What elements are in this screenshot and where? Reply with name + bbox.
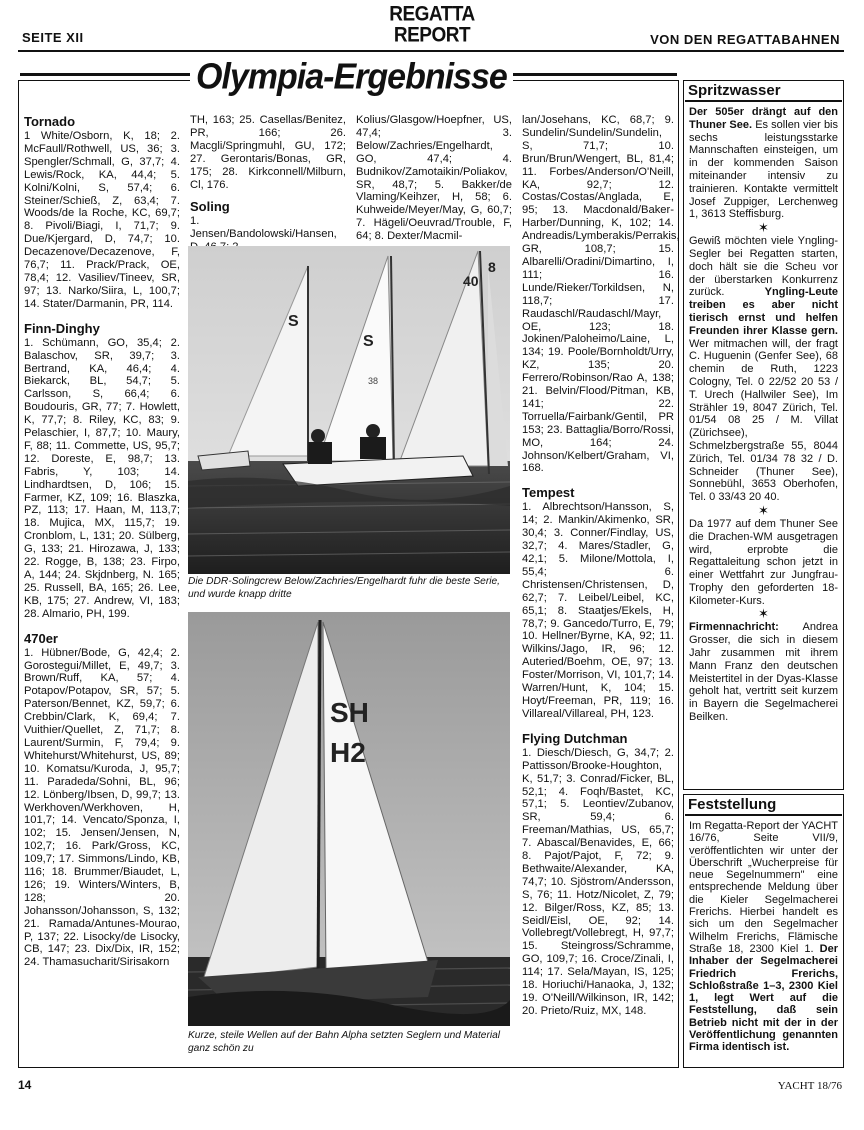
results-470er: 1. Hübner/Bode, G, 42,4; 2. Gorostegui/Millet, E, 49,7; 3. Brown/Ruff, KA, 57; 4. Potapov/Potapov, SR, 57; 5. Paterson/Bennet, KZ, 59,7; 6. Crebbin/Clark, K, 69,4; 7. Vuithier/Quellet, Z, 71,7; 8. Laurent/Surmin, F, 79,4; 9. Whitehurst/Whitehurst, US, 89; 10. Komatsu/Kuroda, J, 95,7; 11. Paradeda/Sohni, BL, 96; 12. Lönberg/Ibsen, D, 99,7; 13. Werkhoven/Werkhoven, H, 101,7; 14. Vencato/Sponza, I, 102; 15. Jensen/Jensen, N, 102,7; 16. Park/Gross, KC, 109,7; 17. Simmons/Lindo, KB, 116; 18. Brummer/Biaudet, L, 126; 19. Winters/Winters, B, 128; 20. Johansson/Johansson, S, 132; 21. Ramada/Antunes-Mourao, P, 137; 22. Lisocky/de Lisocky, CB, 147; 23. Dix/Dix, IR, 152; 24. Thamasucharit/Sirisakorn [24, 646, 180, 969]
feststellung-box [685, 796, 842, 1054]
results-column-3 [356, 114, 512, 243]
title-rule-right [506, 73, 677, 76]
sail-mark: 40 [463, 273, 479, 289]
section-label: VON DEN REGATTABAHNEN [650, 32, 840, 47]
feststellung-text: Im Regatta-Report der YACHT 16/76, Seite VII/9, veröffentlichten wir unter der Überschrift „Wucherpreise für neue Segelnummern" eine entsprechende Meldung über die Kieler Segelmacherei Frerichs. Hierbei handelt es sich um den Segelmacher Wilhelm Frerichs, Flämische Straße 18, 2300 Kiel 1. Der Inhaber der Segelmacherei Friedrich Frerichs, Schloßstraße 1–3, 2300 Kiel 1, legt Wert auf die Feststellung, daß sein Betrieb nicht mit der in der Veröffentlichung genannten Firma identisch ist. [689, 820, 838, 1054]
results-column-2 [190, 114, 346, 254]
heading-flying-dutchman: Flying Dutchman [522, 730, 628, 746]
caption-photo-1: Die DDR-Solingcrew Below/Zachries/Engelhardt fuhr die beste Serie, und wurde knapp dritte [188, 576, 500, 600]
results-soling-continued: lan/Josehans, KC, 68,7; 9. Sundelin/Sundelin/Sundelin, S, 71,7; 10. Brun/Brun/Wengert, BL, 81,4; 11. Forbes/Anderson/O'Neill, KA, 92,7; 12. Costas/Costas/Anglada, E, 95; 13. Macdonald/Baker-Harber/Dunning, K, 102; 14. Andreadis/Lymberakis/Perrakis, GR, 108,7; 15. Albarelli/Oradini/Dimartino, I, 111; 16. Lunde/Rieker/Torkildsen, N, 118,7; 17. Raudaschl/Raudaschl/Mayr, OE, 123; 18. Jokinen/Paloheimo/Laine, L, 134; 19. Poole/Bornholdt/Urry, KZ, 135; 20. Ferrero/Robinson/Rao A, 138; 21. Belvin/Flood/Pitman, KB, 141; 22. Torruella/Fairbank/Gentil, PR 153; 23. Battaglia/Borro/Rossi, MO, 164; 24. Johnson/Kelbert/Graham, VI, 168. [522, 114, 680, 475]
heading-470er: 470er [24, 630, 58, 646]
spritzwasser-item-2: Gewiß möchten viele Yngling-Segler bei Regatten starten, doch hält sie die Scheu vor der überstarken Konkurrenz zurück. Yngling-Leute treiben es aber nicht tierisch ernst und helfen Freunden ihrer Klasse gern. Wer mitmachen will, der fragt C. Huguenin (Genfer See), 68 chemin de Ruth, 1223 Cologny, Tel. 0 22/52 20 53 / T. Urech (Hallwiler See), Im Strähler 19, 8047 Zürich, Tel. 01/54 08 25 / M. Villat (Zürichsee), Schmelzbergstraße 55, 8044 Zürich, Tel. 01/34 78 32 / D. Schneider (Thuner See), Sonnebühl, 3653 Oberhofen, Tel. 0 33/43 20 40. [689, 235, 838, 504]
spritzwasser-item-3: Da 1977 auf dem Thuner See die Drachen-WM ausgetragen wird, erprobte die Regattaleitung schon jetzt in einer Wettfahrt zur Jungfrau-Trophy den geforderten 18-Kilometer-Kurs. [689, 517, 838, 607]
star-divider-icon: ✶ [758, 606, 769, 622]
page-title: Olympia-Ergebnisse [190, 57, 513, 98]
caption-photo-2: Kurze, steile Wellen auf der Bahn Alpha setzten Seglern und Material ganz schön zu [188, 1030, 501, 1054]
spritzwasser-item-4: Firmennachricht: Andrea Grosser, die sich in diesem Jahr zusammen mit ihrem Mann Franz den deutschen Meistertitel in der Dyas-Klasse geholt hat, vertritt seit kurzem in Bayern die Segelmacherei Beilken. [689, 621, 838, 724]
sail-mark: S [363, 333, 374, 350]
regatta-report-logo: REGATTA REPORT [389, 3, 475, 47]
heading-tempest: Tempest [522, 485, 575, 501]
title-rule-left [20, 73, 190, 76]
sail-mark: 8 [488, 259, 496, 275]
results-470er-continued: TH, 163; 25. Casellas/Benitez, PR, 166; 26. Macgli/Springmuhl, GU, 172; 27. Gerontaris/Bonas, GR, 175; 28. Kirkconnell/Milburn, Cl, 176. [190, 114, 346, 191]
spritzwasser-box [685, 82, 842, 724]
page-label: SEITE XII [22, 30, 84, 45]
heading-tornado: Tornado [24, 114, 76, 129]
results-finn-dinghy: 1. Schümann, GO, 35,4; 2. Balaschov, SR, 39,7; 3. Bertrand, KA, 46,4; 4. Biekarck, BL, 54,7; 5. Carlsson, S, 66,4; 6. Boudouris, GR, 77; 7. Howlett, K, 77,7; 8. Riley, KC, 83; 9. Pelaschier, I, 87,7; 10. Maury, F, 88; 11. Commette, US, 95,7; 12. Doreste, E, 98,7; 13. Fabris, Y, 103; 14. Lindhardtsen, D, 106; 15. Farmer, KZ, 109; 16. Blaszka, PZ, 113; 17. Haan, M, 113,7; 18. Mujica, MX, 115,7; 19. Cronblom, L, 131; 20. Sülberg, G, 133; 21. Hirozawa, J, 133; 22. Rogge, B, 138; 23. Firpo, A, 144; 24. Skjdnberg, N. 165; 25. Russell, BA, 165; 26. Lee, KB, 175; 27. Andrew, VI, 183; 28. Almario, PH, 199. [24, 336, 180, 620]
results-flying-dutchman: 1. Diesch/Diesch, G, 34,7; 2. Pattisson/Brooke-Houghton, K, 51,7; 3. Conrad/Ficker, BL, 52,1; 4. Foqh/Bastet, KC, 57,1; 5. Leontiev/Zubanov, SR, 59,4; 6. Freeman/Mathias, US, 65,7; 7. Abascal/Benavides, E, 66; 8. Pajot/Pajot, F, 72; 9. Bethwaite/Alexander, KA, 74,7; 10. Sjöstrom/Andersson, S, 76; 11. Hotz/Nicolet, Z, 79; 12. Bilger/Ross, KZ, 85; 13. Seidl/Eisl, OE, 92; 14. Vollebregt/Vollebregt, H, 97,7; 15. Steingross/Schramme, GO, 109,7; 16. Croce/Zinali, I, 114; 17. Sela/Mayan, IS, 125; 18. Horiuchi/Hanaoka, J, 132; 19. O'Neill/Wilkinson, IR, 142; 20. Prieto/Ruiz, MX, 148. [522, 746, 674, 1017]
header-rule [18, 50, 844, 52]
heading-finn-dinghy: Finn-Dinghy [24, 320, 100, 336]
star-divider-icon: ✶ [758, 502, 769, 518]
results-column-1 [24, 114, 180, 969]
results-tempest: 1. Albrechtson/Hansson, S, 14; 2. Mankin/Akimenko, SR, 30,4; 3. Conner/Findlay, US, 32,7; 4. Mares/Stadler, G, 42,1; 5. Milone/Mottola, I, 55,4; 6. Christensen/Christensen, D, 62,7; 7. Leibel/Leibel, KC, 65,1; 8. Staatjes/Ekels, H, 78,7; 9. Gancedo/Turro, E, 79; 10. Hellner/Byrne, KA, 92; 11. Wilkins/Jago, IR, 96; 12. Auteried/Boehm, OE, 97; 13. Foster/Morrison, VI, 101,7; 14. Warren/Hunt, K, 104; 15. Hoyt/Freeman, PR, 119; 16. Villareal/Villareal, PH, 123. [522, 501, 674, 720]
page-number: 14 [18, 1078, 32, 1092]
results-soling: Kolius/Glasgow/Hoepfner, US, 47,4; 3. Below/Zachries/Engelhardt, GO, 47,4; 4. Budnikov/Zamotaikin/Poliakov, SR, 48,7; 5. Bakker/de Vlaming/Keihzer, H, 58; 6. Kuhweide/Meyer/May, G, 60,7; 7. Hägeli/Oeuvrad/Trouble, F, 64; 8. Dexter/Macmil- [356, 114, 512, 243]
sail-mark: S [288, 313, 299, 330]
heading-spritzwasser: Spritzwasser [685, 82, 842, 102]
sail-mark: SH [330, 697, 369, 728]
photo-soling-crew [188, 246, 510, 574]
star-divider-icon: ✶ [758, 220, 769, 236]
spritzwasser-item-1: Der 505er drängt auf den Thuner See. Es sollen vier bis sechs leistungsstarke Mannschaften einsteigen, um in der kommenden Saison miteinander intensiv zu trainieren. Kontakte vermittelt Josef Zuppiger, Lerchenweg 1, 3613 Steffisburg. [689, 106, 839, 221]
issue-label: YACHT 18/76 [777, 1080, 842, 1092]
results-tornado: 1 White/Osborn, K, 18; 2. McFaull/Rothwell, US, 36; 3. Spengler/Schmall, G, 37,7; 4. Lewis/Rock, KA, 44,4; 5. Kolni/Kolni, S, 57,4; 6. Steiner/Schieß, Z, 63,4; 7. Woods/de la Roche, KC, 69,7; 8. Pivoli/Biagi, I, 71,7; 9. Due/Kjergard, D, 74,7; 10. Decazenove/Decazenove, F, 76,7; 11. Prack/Prack, OE, 78,4; 12. Vasiliev/Tineev, SR, 97; 13. Narko/Siira, L, 100,7; 14. Stater/Darmanin, PR, 114. [24, 130, 180, 310]
photo-sailboat-waves [188, 612, 510, 1026]
heading-soling: Soling [190, 199, 230, 215]
sail-mark: 38 [368, 376, 379, 386]
sail-mark: H2 [330, 737, 366, 768]
results-column-4 [522, 114, 680, 1018]
results-soling-start: 1. Jensen/Bandolowski/Hansen, [190, 215, 337, 241]
heading-feststellung: Feststellung [685, 796, 842, 816]
